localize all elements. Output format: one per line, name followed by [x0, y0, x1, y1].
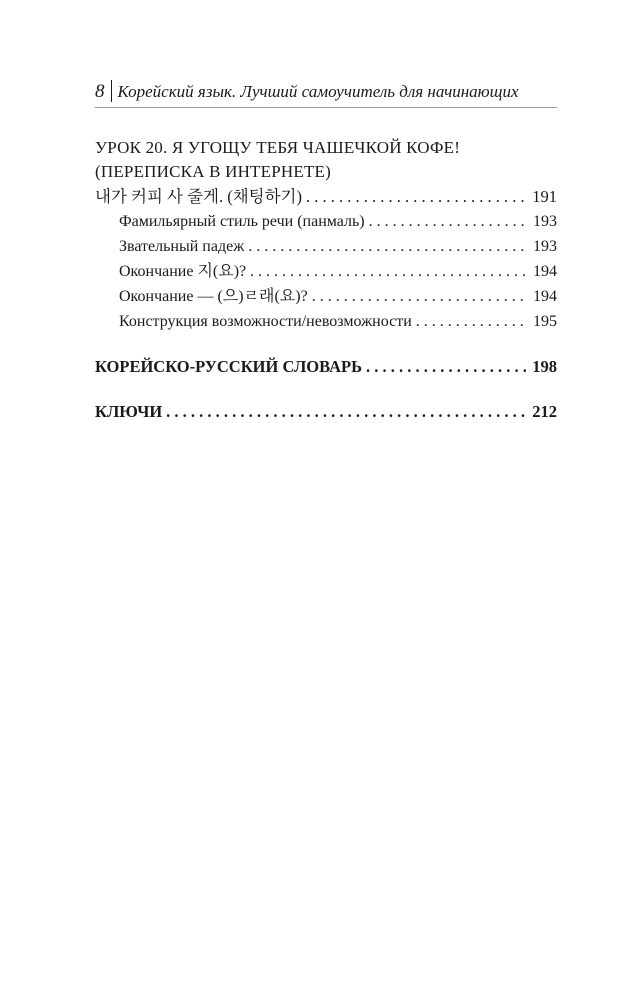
dot-leader	[166, 399, 526, 424]
toc-entry-dialogue[interactable]	[95, 184, 557, 209]
toc-entry-label: Окончание 지(요)?	[119, 263, 247, 280]
lesson-title-line-1: УРОК 20. Я УГОЩУ ТЕБЯ ЧАШЕЧКОЙ КОФЕ!	[95, 138, 461, 157]
toc-entry-page: 194	[533, 263, 557, 280]
toc-entry-label: Конструкция возможности/невозможности	[119, 313, 412, 330]
toc-entry-dictionary[interactable]	[95, 354, 557, 379]
lesson-title-line-2: (ПЕРЕПИСКА В ИНТЕРНЕТЕ)	[95, 162, 331, 181]
running-head-separator	[111, 80, 112, 102]
book-title: Корейский язык. Лучший самоучитель для начинающих	[117, 82, 519, 101]
toc-entry-page: 193	[533, 213, 557, 230]
toc-entry-page: 194	[533, 288, 557, 305]
dot-leader	[306, 184, 526, 209]
toc-entry-label: Окончание — (으)ㄹ래(요)?	[119, 288, 308, 305]
spacer	[95, 379, 557, 399]
dot-leader	[250, 259, 527, 284]
dot-leader	[312, 284, 527, 309]
toc-entry-label: КОРЕЙСКО-РУССКИЙ СЛОВАРЬ	[95, 357, 362, 376]
toc-entry-label: Фамильярный стиль речи (панмаль)	[119, 213, 365, 230]
toc-entry-vocative-case[interactable]	[95, 234, 557, 259]
toc-entry-page: 193	[533, 238, 557, 255]
toc-entry-ending-llae[interactable]	[95, 284, 557, 309]
toc-entry-possibility[interactable]	[95, 309, 557, 334]
toc-entry-page: 191	[532, 187, 557, 206]
toc-entry-label: КЛЮЧИ	[95, 402, 163, 421]
dot-leader	[416, 309, 527, 334]
running-head	[95, 78, 557, 106]
toc-entry-page: 195	[533, 313, 557, 330]
page-number: 8	[95, 81, 105, 102]
toc-entry-label: 내가 커피 사 줄게. (채팅하기)	[95, 187, 302, 206]
dot-leader	[248, 234, 527, 259]
toc-entry-ending-ji[interactable]	[95, 259, 557, 284]
toc-entry-page: 212	[532, 402, 557, 421]
dot-leader	[366, 354, 526, 379]
table-of-contents	[95, 136, 557, 424]
spacer	[95, 334, 557, 354]
dot-leader	[369, 209, 527, 234]
header-rule	[95, 107, 557, 108]
toc-entry-familiar-style[interactable]	[95, 209, 557, 234]
toc-entry-page: 198	[532, 357, 557, 376]
toc-entry-keys[interactable]	[95, 399, 557, 424]
toc-entry-label: Звательный падеж	[119, 238, 245, 255]
